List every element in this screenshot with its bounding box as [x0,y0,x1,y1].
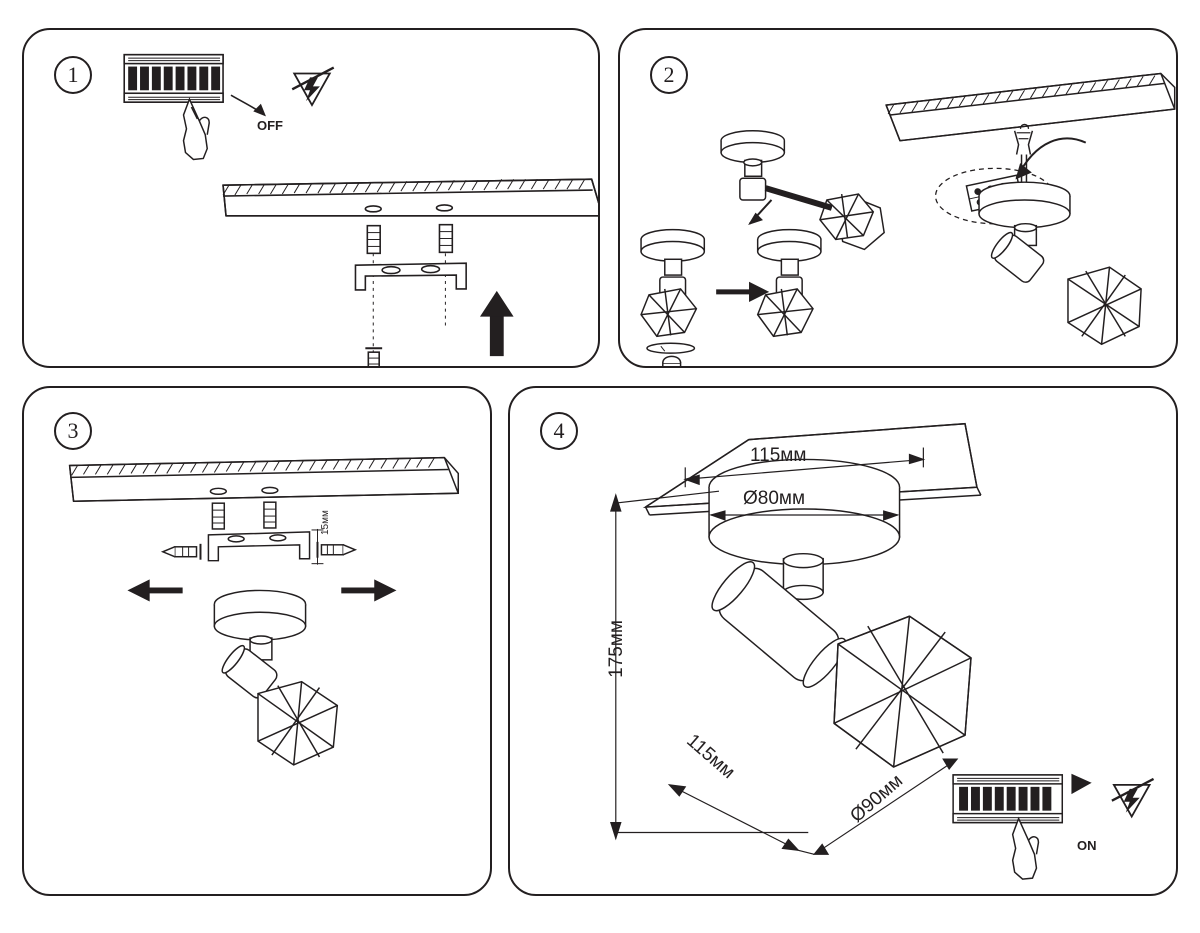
step-1-drawing [24,30,598,366]
cage-shade-icon [758,289,813,336]
width-dimension: 115мм [750,445,807,466]
shade-diameter-dimension: Ø90мм [846,770,907,827]
step-number-2: 2 [650,56,688,94]
wall-anchor-icon [367,225,452,254]
bulb-icon [663,356,681,366]
on-arrow-icon [1072,775,1090,793]
wall-anchor-icon [212,502,275,529]
up-arrow-icon [480,291,514,356]
terminal-block-icon [124,55,223,102]
right-arrow-icon [341,581,395,601]
step-panel-1 [22,28,600,368]
bracket-gap-dimension: 15мм [320,510,331,535]
down-arrow-icon [750,200,772,224]
hand-pointing-icon [1013,819,1039,880]
height-dimension: 175мм [605,620,627,678]
step-panel-3 [22,386,492,896]
step-number-4: 4 [540,412,578,450]
cage-shade-icon [641,289,696,336]
ceiling-slab-icon [886,73,1175,140]
step-number-3: 3 [54,412,92,450]
electric-hazard-icon [1112,779,1154,817]
assembled-lamp-icon [979,182,1070,284]
ceiling-slab-icon [70,458,459,502]
step-panel-4 [508,386,1178,896]
cage-shade-icon [1068,267,1141,344]
base-diameter-dimension: Ø80мм [743,488,806,509]
lamp-body-icon [641,230,704,299]
terminal-block-icon [953,775,1062,823]
cage-shade-icon [834,616,971,767]
step-2-drawing [620,30,1176,366]
assembled-lamp-icon [706,556,852,692]
electric-hazard-icon [292,68,334,106]
power-on-label: ON [1077,838,1097,853]
gasket-ring-icon [647,343,694,353]
lamp-body-icon [758,230,821,299]
step-3-drawing [24,388,490,894]
step-number-1: 1 [54,56,92,94]
step-panel-2 [618,28,1178,368]
cage-shade-icon [258,682,337,765]
cage-shade-icon [820,194,884,249]
depth-dimension-icon [669,785,798,850]
ceiling-slab-icon [223,179,598,216]
off-arrow-icon [231,95,265,115]
left-arrow-icon [129,581,183,601]
depth-dimension: 115мм [682,730,739,784]
mounting-bracket-icon [355,263,466,290]
mounting-bracket-icon [208,532,309,561]
hand-pointing-icon [184,99,210,159]
right-arrow-icon [716,283,767,301]
power-off-label: OFF [257,118,283,133]
